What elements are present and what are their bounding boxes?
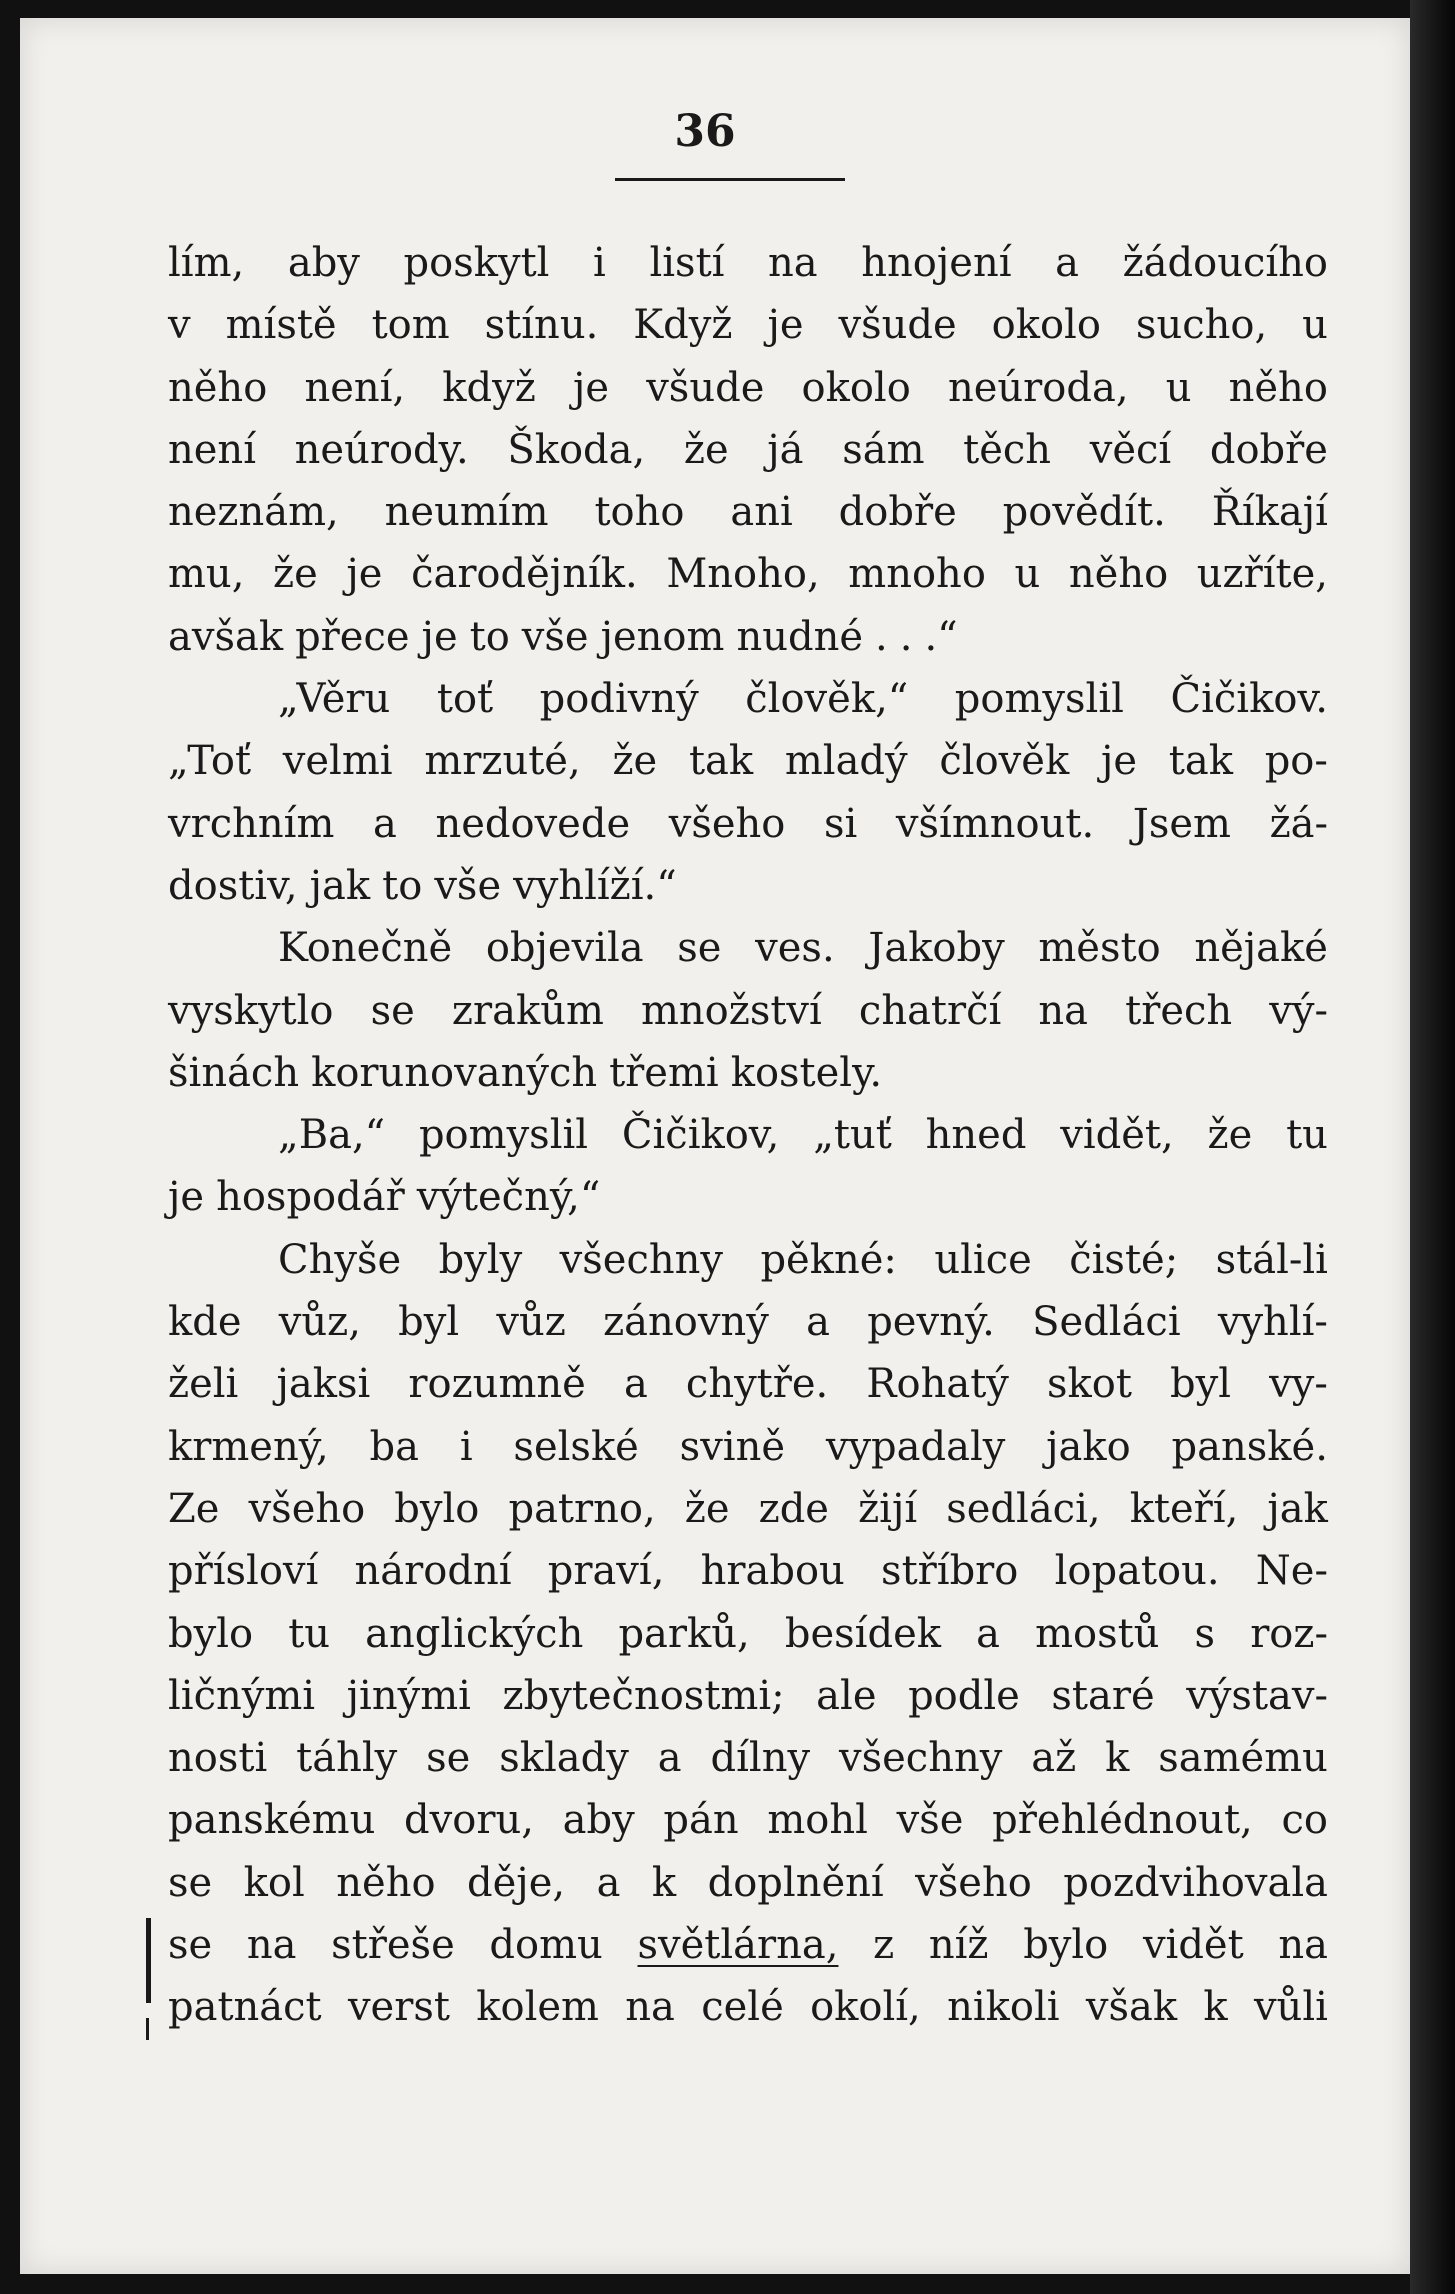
text-line: se kol něho děje, a k doplnění všeho pozdvihovala xyxy=(168,1859,1328,1906)
text-line: „Ba,“ pomyslil Čičikov, „tuť hned vidět, že tu xyxy=(278,1112,1328,1159)
book-page xyxy=(20,18,1410,2274)
text-line: v místě tom stínu. Když je všude okolo sucho, u xyxy=(168,302,1328,349)
text-line: neznám, neumím toho ani dobře povědít. Říkají xyxy=(168,489,1328,536)
text-line: dostiv, jak to vše vyhlíží.“ xyxy=(168,862,677,909)
scan-edge xyxy=(1410,0,1455,2294)
text-line: je hospodář výtečný,“ xyxy=(168,1174,601,1221)
text-line: nosti táhly se sklady a dílny všechny až k samému xyxy=(168,1735,1328,1782)
body-text xyxy=(168,232,1328,2039)
text-line: Konečně objevila se ves. Jakoby město nějaké xyxy=(278,925,1328,972)
text-line: kde vůz, byl vůz zánovný a pevný. Sedláci vyhlí- xyxy=(168,1299,1328,1346)
text-line: „Toť velmi mrzuté, že tak mladý člověk je tak po- xyxy=(168,738,1328,785)
text-line: „Věru toť podivný člověk,“ pomyslil Čičikov. xyxy=(278,676,1328,723)
text-line: Chyše byly všechny pěkné: ulice čisté; stál-li xyxy=(278,1236,1328,1283)
text-line: mu, že je čarodějník. Mnoho, mnoho u něho uzříte, xyxy=(168,551,1328,598)
text-line: avšak přece je to vše jenom nudné . . .“ xyxy=(168,613,958,660)
text-line: ličnými jinými zbytečnostmi; ale podle staré výstav- xyxy=(168,1672,1328,1719)
text-line: bylo tu anglických parků, besídek a mostů s roz- xyxy=(168,1610,1328,1657)
text-line: Ze všeho bylo patrno, že zde žijí sedláci, kteří, jak xyxy=(168,1485,1328,1532)
text-line: krmený, ba i selské svině vypadaly jako panské. xyxy=(168,1423,1328,1470)
text-line: šinách korunovaných třemi kostely. xyxy=(168,1049,883,1096)
text-line: patnáct verst kolem na celé okolí, nikoli však k vůli xyxy=(168,1984,1328,2031)
text-line: něho není, když je všude okolo neúroda, u něho xyxy=(168,364,1328,411)
text-line: vyskytlo se zrakům množství chatrčí na třech vý- xyxy=(168,987,1328,1034)
text-line: není neúrody. Škoda, že já sám těch věcí dobře xyxy=(168,426,1328,473)
text-line: přísloví národní praví, hrabou stříbro lopatou. Ne- xyxy=(168,1548,1328,1595)
text-line: panskému dvoru, aby pán mohl vše přehlédnout, co xyxy=(168,1797,1328,1844)
text-line: želi jaksi rozumně a chytře. Rohatý skot byl vy- xyxy=(168,1361,1328,1408)
margin-mark xyxy=(146,1918,151,2003)
margin-mark-small xyxy=(146,2018,149,2040)
text-line: se na střeše domu světlárna, z níž bylo vidět na xyxy=(168,1922,1328,1969)
text-line: lím, aby poskytl i listí na hnojení a žádoucího xyxy=(168,240,1328,286)
page-number: 36 xyxy=(674,106,736,157)
text-line: vrchním a nedovede všeho si všímnout. Jsem žá- xyxy=(168,800,1328,847)
page-number-rule xyxy=(615,178,845,181)
